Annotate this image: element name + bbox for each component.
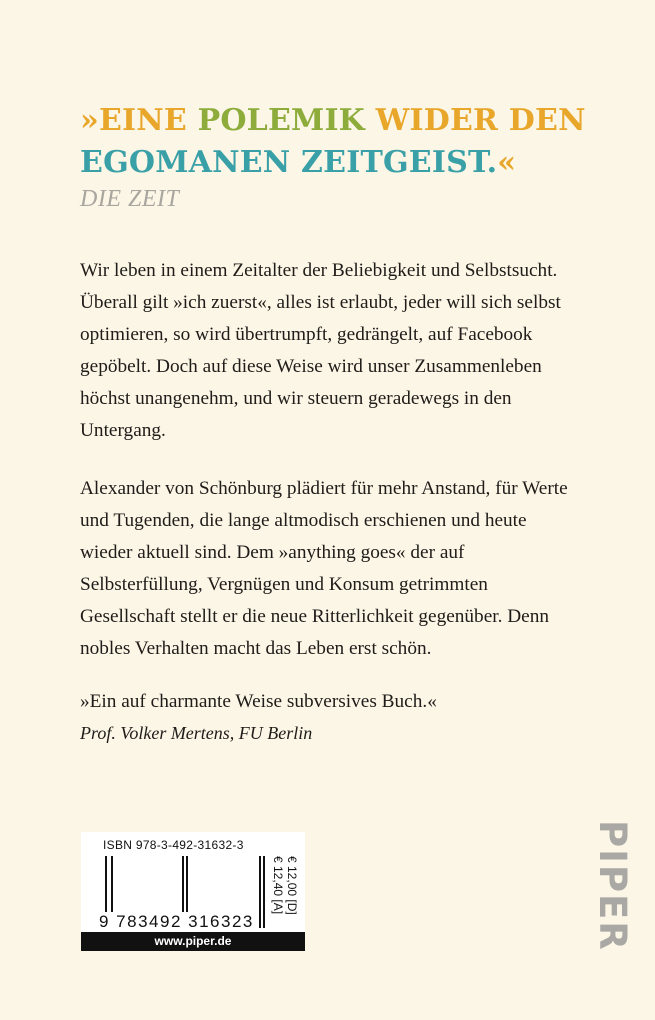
review-quote-author: Prof. Volker Mertens, FU Berlin (80, 723, 313, 743)
publisher-logo (591, 820, 634, 952)
headline-part-4: EGOMANEN ZEITGEIST. (80, 145, 498, 180)
barcode-box (81, 832, 305, 951)
headline-part-5: « (497, 145, 517, 180)
barcode-bar (152, 856, 160, 914)
blurb-paragraph-1: Wir leben in einem Zeitalter der Beliebigkeit und Selbstsucht. Überall gilt »ich zuerst«, alles ist erlaubt, jeder will sich selbst optimieren, so wird übertrumpft, gedrängelt, auf Facebook gepöbelt. Doch auf diese Weise wird unser Zusammenleben höchst unangenehm, und wir steuern geradewegs in den Untergang. (80, 260, 561, 441)
headline-part-3: WIDER DEN (375, 103, 586, 138)
price-block (271, 856, 305, 928)
barcode-bar (229, 856, 237, 914)
review-quote: »Ein auf charmante Weise subversives Buch.« (80, 691, 437, 712)
barcode-digits: 9 783492 316323 (99, 912, 254, 931)
quote-source: DIE ZEIT (80, 186, 180, 212)
headline-part-2: POLEMIK (197, 103, 376, 138)
publisher-logo-text: PIPER (591, 820, 634, 952)
blurb-paragraph-2: Alexander von Schönburg plädiert für mehr Anstand, für Werte und Tugenden, die lange altmodisch erschienen und heute wieder aktuell sind. Dem »anything goes« der auf Selbsterfüllung, Vergnügen und Konsum getrimmten Gesellschaft stellt er die neue Ritterlichkeit gegenüber. Denn nobles Verhalten macht das Leben erst schön. (80, 478, 568, 659)
publisher-url: www.piper.de (81, 932, 305, 951)
isbn-label: ISBN 978-3-492-31632-3 (103, 838, 244, 852)
price-austria: € 12,40 [A] (271, 856, 285, 915)
headline-quote (80, 100, 600, 184)
price-germany: € 12,00 [D] (285, 856, 299, 915)
headline-part-1: »EINE (80, 103, 198, 138)
barcode-bar (263, 856, 265, 928)
